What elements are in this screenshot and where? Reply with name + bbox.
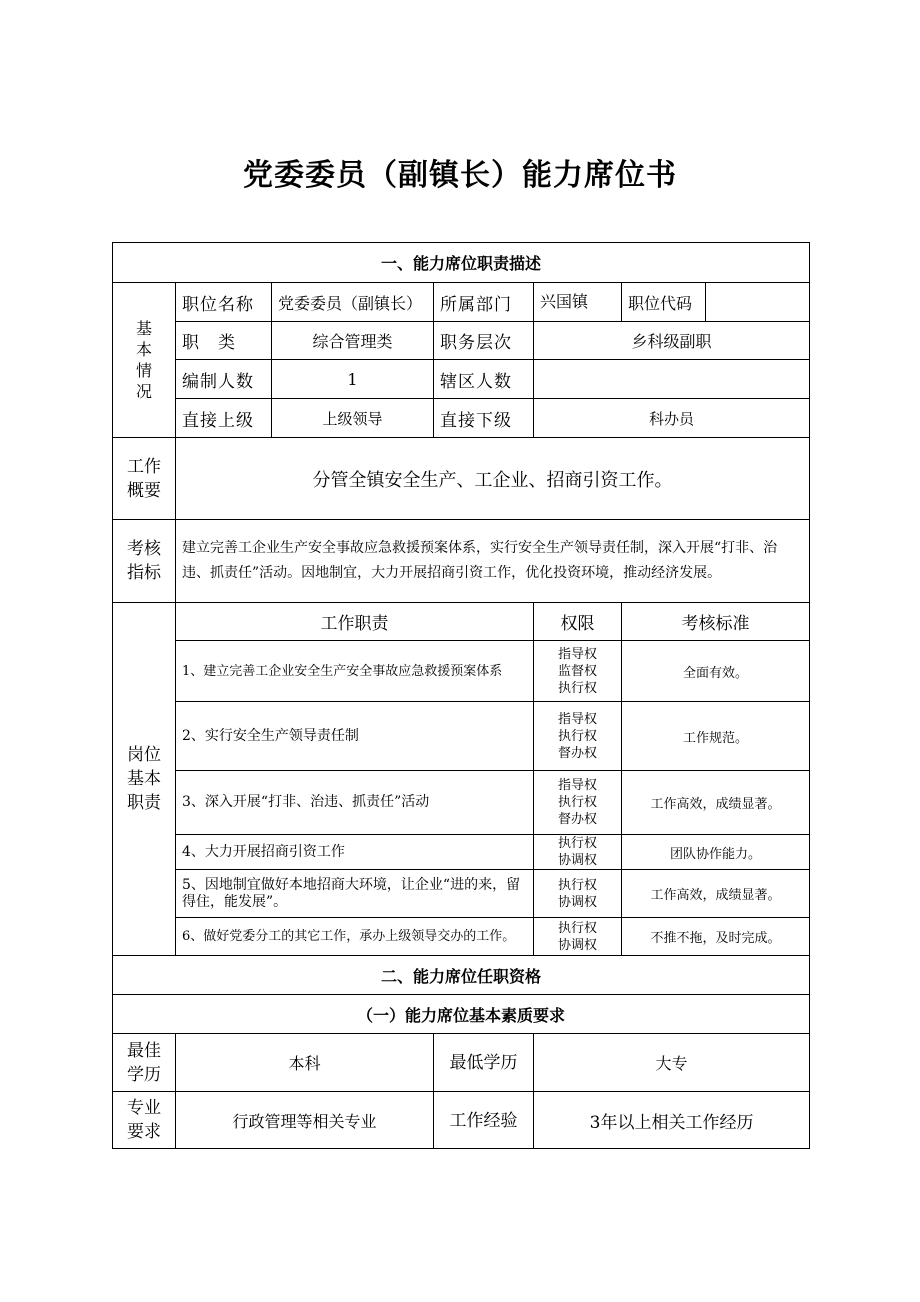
direct-superior-value: 上级领导 [272,399,434,438]
authority-row-6: 执行权 协调权 [534,918,622,956]
best-education-label: 最佳学历 [113,1034,176,1092]
best-education-value: 本科 [176,1034,434,1092]
direct-superior-label: 直接上级 [176,399,272,438]
section-1-header: 一、能力席位职责描述 [113,243,810,283]
authority-column-header: 权限 [534,603,622,641]
duty-column-header: 工作职责 [176,603,534,641]
work-experience-value: 3年以上相关工作经历 [534,1092,810,1149]
staff-count-label: 编制人数 [176,360,272,399]
document-title: 党委委员（副镇长）能力席位书 [243,158,677,193]
position-table [112,242,810,1149]
standard-column-header: 考核标准 [622,603,810,641]
min-education-label: 最低学历 [434,1034,534,1092]
position-code-label: 职位代码 [622,283,706,322]
position-name-label: 职位名称 [176,283,272,322]
department-value: 兴国镇 [534,283,622,322]
kpi-text: 建立完善工企业生产安全事故应急救援预案体系，实行安全生产领导责任制，深入开展“打非、治违、抓责任”活动。因地制宜，大力开展招商引资工作，优化投资环境，推动经济发展。 [176,520,810,603]
standard-row-4: 团队协作能力。 [622,835,810,870]
district-count-label: 辖区人数 [434,360,534,399]
overview-label: 工作概要 [113,438,176,520]
duty-row-4: 4、大力开展招商引资工作 [176,835,534,870]
duty-row-3: 3、深入开展“打非、治违、抓责任”活动 [176,771,534,835]
category-label: 职 类 [176,322,272,360]
overview-text: 分管全镇安全生产、工企业、招商引资工作。 [176,438,810,520]
staff-count-value: 1 [272,360,434,399]
work-experience-label: 工作经验 [434,1092,534,1149]
duty-row-6: 6、做好党委分工的其它工作，承办上级领导交办的工作。 [176,918,534,956]
standard-row-6: 不推不拖，及时完成。 [622,918,810,956]
major-requirement-value: 行政管理等相关专业 [176,1092,434,1149]
position-name-value: 党委委员（副镇长） [272,283,434,322]
min-education-value: 大专 [534,1034,810,1092]
level-label: 职务层次 [434,322,534,360]
position-code-value [706,283,810,322]
kpi-label: 考核指标 [113,520,176,603]
authority-row-2: 指导权 执行权 督办权 [534,702,622,771]
duty-row-1: 1、建立完善工企业安全生产安全事故应急救援预案体系 [176,641,534,702]
standard-row-1: 全面有效。 [622,641,810,702]
district-count-value [534,360,810,399]
direct-subordinate-label: 直接下级 [434,399,534,438]
major-requirement-label: 专业要求 [113,1092,176,1149]
authority-row-3: 指导权 执行权 督办权 [534,771,622,835]
authority-row-4: 执行权 协调权 [534,835,622,870]
standard-row-3: 工作高效，成绩显著。 [622,771,810,835]
department-label: 所属部门 [434,283,534,322]
basic-info-label: 基本情况 [113,283,176,438]
category-value: 综合管理类 [272,322,434,360]
duty-row-2: 2、实行安全生产领导责任制 [176,702,534,771]
level-value: 乡科级副职 [534,322,810,360]
standard-row-2: 工作规范。 [622,702,810,771]
direct-subordinate-value: 科办员 [534,399,810,438]
duties-label: 岗位基本职责 [113,603,176,956]
duty-row-5: 5、因地制宜做好本地招商大环境，让企业“进的来，留得住，能发展”。 [176,870,534,918]
authority-row-1: 指导权 监督权 执行权 [534,641,622,702]
section-2-header: 二、能力席位任职资格 [113,956,810,995]
authority-row-5: 执行权 协调权 [534,870,622,918]
section-2-1-header: （一）能力席位基本素质要求 [113,995,810,1034]
standard-row-5: 工作高效，成绩显著。 [622,870,810,918]
